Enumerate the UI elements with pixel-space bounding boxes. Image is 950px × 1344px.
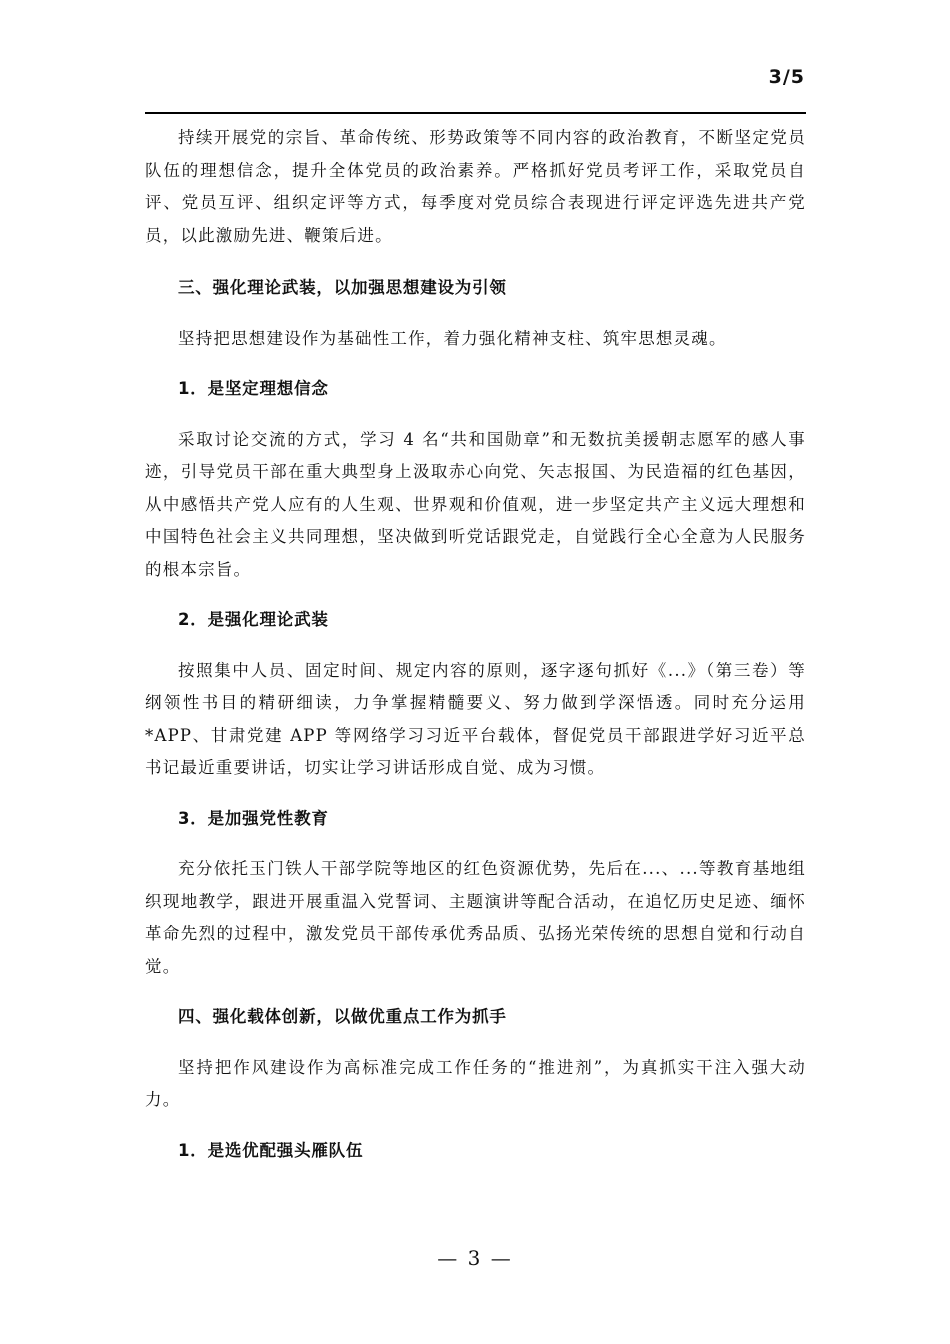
section-heading-3: 三、强化理论武装，以加强思想建设为引领 — [178, 278, 507, 297]
paragraph-theory-study: 按照集中人员、固定时间、规定内容的原则，逐字逐句抓好《...》（第三卷）等纲领性书目的精研细读，力争掌握精髓要义、努力做到学深悟透。同时充分运用*APP、甘肃党建 APP 等网络学习习近平台载体，督促党员干部跟进学好习近平总书记最近重要讲话，切实让学习讲话形成自觉、成为习惯。 — [145, 660, 806, 777]
paragraph-ideals-beliefs: 采取讨论交流的方式，学习 4 名“共和国勋章”和无数抗美援朝志愿军的感人事迹，引导党员干部在重大典型身上汲取赤心向党、矢志报国、为民造福的红色基因，从中感悟共产党人应有的人生观、世界观和价值观，进一步坚定共产主义远大理想和中国特色社会主义共同理想，坚决做到听党话跟党走，自觉践行全心全意为人民服务的根本宗旨。 — [145, 429, 806, 579]
header-divider — [145, 112, 806, 114]
paragraph-political-education: 持续开展党的宗旨、革命传统、形势政策等不同内容的政治教育，不断坚定党员队伍的理想信念，提升全体党员的政治素养。严格抓好党员考评工作，采取党员自评、党员互评、组织定评等方式，每季度对党员综合表现进行评定评选先进共产党员，以此激励先进、鞭策后进。 — [145, 128, 806, 245]
subheading-3-3: 3．是加强党性教育 — [178, 808, 329, 828]
footer-page-number: — 3 — — [437, 1246, 513, 1270]
subheading-3-2: 2．是强化理论武装 — [178, 610, 329, 629]
paragraph-ideological-building: 坚持把思想建设作为基础性工作，着力强化精神支柱、筑牢思想灵魂。 — [178, 328, 727, 348]
subheading-4-1: 1．是选优配强头雁队伍 — [178, 1140, 364, 1160]
document-body — [145, 122, 806, 1167]
section-heading-4: 四、强化载体创新，以做优重点工作为抓手 — [178, 1007, 507, 1026]
paragraph-party-spirit: 充分依托玉门铁人干部学院等地区的红色资源优势，先后在...、...等教育基地组织现地教学，跟进开展重温入党誓词、主题演讲等配合活动，在追忆历史足迹、缅怀革命先烈的过程中，激发党员干部传承优秀品质、弘扬光荣传统的思想自觉和行动自觉。 — [145, 859, 806, 976]
subheading-3-1: 1．是坚定理想信念 — [178, 379, 329, 398]
page-counter: 3/5 — [768, 66, 805, 88]
paragraph-work-style: 坚持把作风建设作为高标准完成工作任务的“推进剂”，为真抓实干注入强大动力。 — [145, 1057, 806, 1109]
